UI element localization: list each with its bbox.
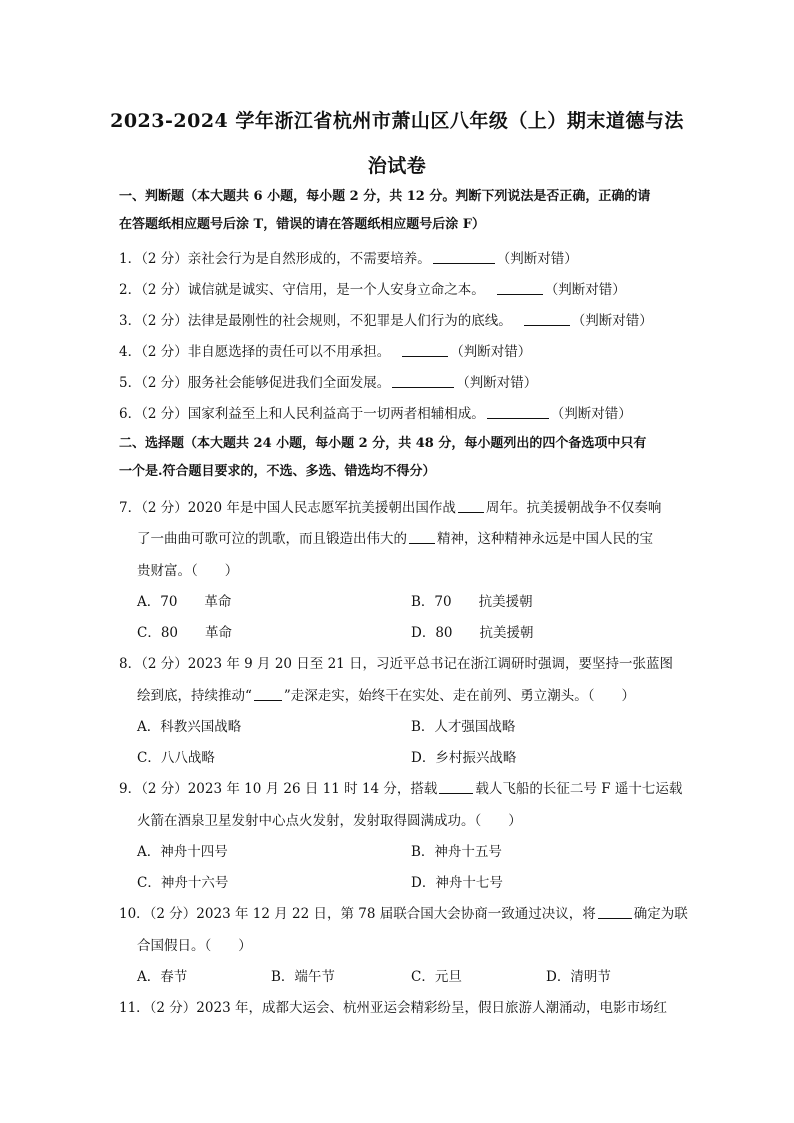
question-9-line-2: 火箭在酒泉卫星发射中心点火发射，发射取得圆满成功。（ ） [137, 813, 522, 829]
answer-blank[interactable] [392, 375, 454, 388]
question-9-option-b[interactable]: B．神舟十五号 [411, 844, 502, 860]
answer-blank[interactable] [409, 531, 435, 544]
question-11-line-1: 11．（2 分）2023 年，成都大运会、杭州亚运会精彩纷呈，假日旅游人潮涌动，电影市场红 [119, 1000, 667, 1016]
section-1-line-2: 在答题纸相应题号后涂 T，错误的请在答题纸相应题号后涂 F） [119, 217, 485, 232]
section-2-line-2: 一个是.符合题目要求的，不选、多选、错选均不得分） [119, 464, 436, 479]
question-10-option-b[interactable]: B．端午节 [271, 969, 335, 985]
question-8-option-b[interactable]: B．人才强国战略 [411, 719, 516, 735]
question-8-option-d[interactable]: D．乡村振兴战略 [411, 750, 517, 766]
question-9-line-1: 9．（2 分）2023 年 10 月 26 日 11 时 14 分，搭载 载人飞船的长征二号 F 遥十七运载 [119, 781, 683, 797]
question-7-option-b[interactable]: B．70 抗美援朝 [411, 594, 533, 610]
question-9-option-a[interactable]: A．神舟十四号 [137, 844, 228, 860]
answer-blank[interactable] [497, 282, 543, 295]
exam-title-line-1: 2023-2024 学年浙江省杭州市萧山区八年级（上）期末道德与法 [110, 110, 684, 132]
question-8-line-1: 8．（2 分）2023 年 9 月 20 日至 21 日，习近平总书记在浙江调研时强调，要坚持一张蓝图 [119, 656, 674, 672]
answer-blank[interactable] [433, 251, 495, 264]
question-7-option-c[interactable]: C．80 革命 [137, 625, 233, 641]
question-3: 3．（2 分）法律是最刚性的社会规则，不犯罪是人们行为的底线。 （判断对错） [119, 313, 653, 329]
question-5: 5．（2 分）服务社会能够促进我们全面发展。 （判断对错） [119, 375, 538, 391]
question-9-option-d[interactable]: D．神舟十七号 [411, 875, 503, 891]
question-8-option-a[interactable]: A．科教兴国战略 [137, 719, 242, 735]
section-2-line-1: 二、选择题（本大题共 24 小题，每小题 2 分，共 48 分，每小题列出的四个备选项中只有 [119, 436, 647, 451]
question-7-line-2: 了一曲曲可歌可泣的凯歌，而且锻造出伟大的 精神，这种精神永远是中国人民的宝 [137, 531, 653, 547]
question-7-option-d[interactable]: D．80 抗美援朝 [411, 625, 534, 641]
question-8-option-c[interactable]: C．八八战略 [137, 750, 215, 766]
section-1-line-1: 一、判断题（本大题共 6 小题，每小题 2 分，共 12 分。判断下列说法是否正确，正确的请 [119, 189, 651, 204]
answer-blank[interactable] [487, 406, 549, 419]
answer-blank[interactable] [598, 906, 632, 919]
question-10-line-1: 10．（2 分）2023 年 12 月 22 日，第 78 届联合国大会协商一致通过决议，将 确定为联 [119, 906, 688, 922]
answer-blank[interactable] [524, 313, 570, 326]
question-1: 1．（2 分）亲社会行为是自然形成的，不需要培养。 （判断对错） [119, 251, 578, 267]
section-2-header [119, 430, 679, 486]
question-10-line-2: 合国假日。（ ） [137, 938, 252, 954]
exam-title-line-2: 治试卷 [367, 155, 427, 177]
question-7-option-a[interactable]: A．70 革命 [137, 594, 232, 610]
question-9-option-c[interactable]: C．神舟十六号 [137, 875, 229, 891]
question-6: 6．（2 分）国家利益至上和人民利益高于一切两者相辅相成。 （判断对错） [119, 406, 632, 422]
answer-blank[interactable] [458, 500, 484, 513]
question-7-line-3: 贵财富。（ ） [137, 563, 239, 579]
question-8-line-2: 绘到底，持续推动“ ”走深走实，始终干在实处、走在前列、勇立潮头。（ ） [137, 688, 636, 704]
question-10-option-a[interactable]: A．春节 [137, 969, 188, 985]
answer-blank[interactable] [254, 688, 282, 701]
question-10-option-d[interactable]: D．清明节 [546, 969, 611, 985]
answer-blank[interactable] [402, 344, 448, 357]
question-2: 2．（2 分）诚信就是诚实、守信用，是一个人安身立命之本。 （判断对错） [119, 282, 626, 298]
section-1-header [119, 183, 679, 239]
answer-blank[interactable] [439, 781, 473, 794]
question-10-option-c[interactable]: C．元旦 [411, 969, 462, 985]
question-4: 4．（2 分）非自愿选择的责任可以不用承担。 （判断对错） [119, 344, 532, 360]
question-7-line-1: 7．（2 分）2020 年是中国人民志愿军抗美援朝出国作战 周年。抗美援朝战争不仅奏响 [119, 500, 662, 516]
